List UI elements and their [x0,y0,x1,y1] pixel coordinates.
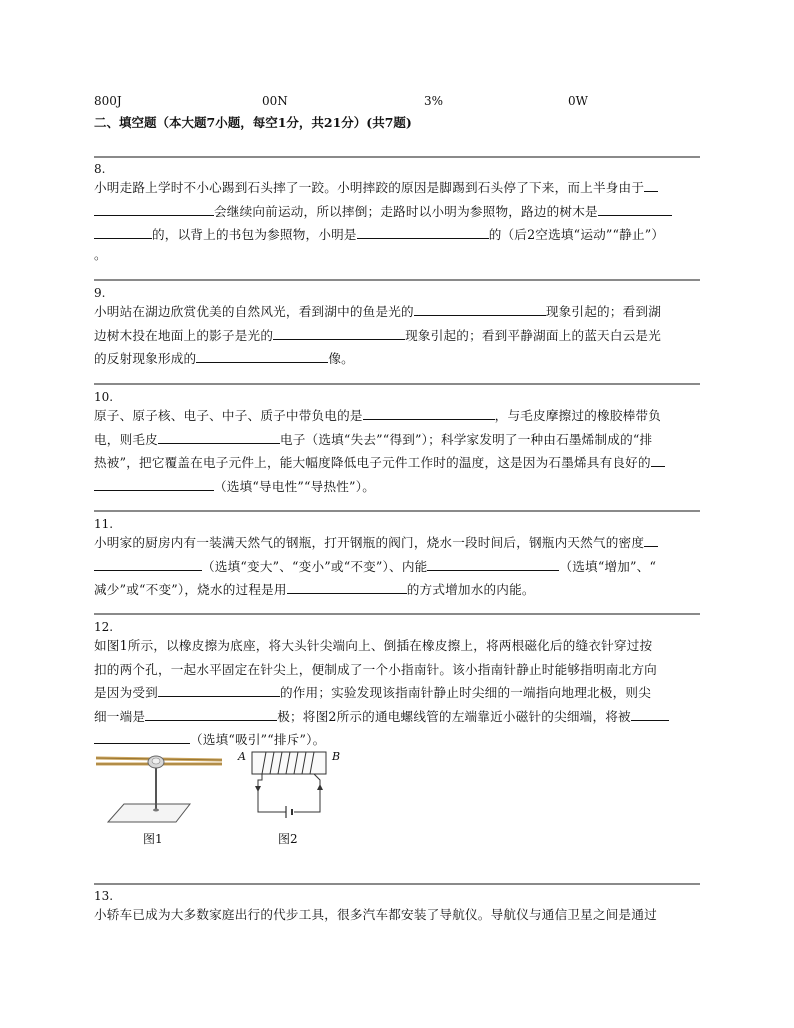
compass-needle-illustration [94,744,224,824]
divider [94,883,700,885]
text-line: （选填“吸引”“排斥”）。 [190,732,326,747]
text-line: 电子（选填“失去”“得到”）；科学家发明了一种由石墨烯制成的“排 [279,431,653,447]
text-line: 极；将图2所示的通电螺线管的左端靠近小磁针的尖细端，将被 [277,708,631,724]
section-title: 二、填空题（本大题7小题，每空1分，共21分）(共7题) [94,115,412,130]
divider [94,279,700,281]
figure-1-caption: 图1 [143,832,163,846]
option-c: 3% [424,94,444,108]
text-line: 如图1所示，以橡皮擦为底座，将大头针尖端向上、倒插在橡皮擦上，将两根磁化后的缝衣针穿过按 [94,638,653,653]
answer-blank[interactable] [651,451,665,467]
text-line: 电，则毛皮 [94,431,158,447]
solenoid-illustration [234,748,346,820]
question-8-text [94,176,700,263]
text-line: 是因为受到 [94,685,158,700]
answer-blank[interactable] [598,200,672,216]
text-line: 小明站在湖边欣赏优美的自然风光，看到湖中的鱼是光的 [94,304,414,319]
text-line: 现象引起的；看到湖 [545,304,661,319]
options-row [94,94,714,110]
end-label-b: B [332,750,341,763]
question-number: 9. [94,286,106,300]
text-line: 小明走路上学时不小心踢到石头摔了一跤。小明摔跤的原因是脚踢到石头停了下来，而上半身由于 [94,180,645,195]
text-line: 小明家的厨房内有一装满天然气的钢瓶，打开钢瓶的阀门，烧水一段时间后，钢瓶内天然气的密度 [94,535,645,550]
figure-1-compass [94,744,224,827]
text-line: 会继续向前运动，所以摔倒；走路时以小明为参照物，路边的树木是 [214,203,598,219]
answer-blank[interactable] [94,555,202,571]
answer-blank[interactable] [158,681,280,697]
divider [94,510,700,512]
answer-blank[interactable] [414,300,546,316]
question-13-text [94,903,700,927]
answer-blank[interactable] [363,404,495,420]
text-line: 像。 [328,351,354,366]
question-number: 8. [94,162,106,176]
answer-blank[interactable] [644,176,658,192]
text-line: （选填“变大”、“变小”或“不变”）、内能 [202,558,428,574]
text-line: ，与毛皮摩擦过的橡胶棒带负 [494,408,661,423]
text-line: 细一端是 [94,708,146,724]
question-11-text [94,531,700,602]
text-line: 小轿车已成为大多数家庭出行的代步工具，很多汽车都安装了导航仪。导航仪与通信卫星之间是通过 [94,907,657,922]
question-number: 10. [94,390,114,404]
text-line: 。 [94,246,107,262]
text-line: 边树木投在地面上的影子是光的 [94,327,274,343]
question-9-text [94,300,700,371]
answer-blank[interactable] [158,428,280,444]
text-line: 热被”，把它覆盖在电子元件上，能大幅度降低电子元件工作时的温度，这是因为石墨烯具有良好的 [94,455,651,470]
figure-2-caption: 图2 [278,832,298,846]
answer-blank[interactable] [94,475,214,491]
answer-blank[interactable] [145,705,277,721]
answer-blank[interactable] [94,728,190,744]
text-line: 的（后2空选填“运动”“静止”） [488,227,665,242]
text-line: 的方式增加水的内能。 [406,582,535,597]
option-b: 00N [262,94,288,108]
answer-blank[interactable] [287,578,407,594]
question-10-text [94,404,700,498]
divider [94,383,700,385]
answer-blank[interactable] [196,347,328,363]
text-line: 现象引起的；看到平静湖面上的蓝天白云是光 [405,327,661,343]
text-line: （选填“增加”、“ [559,558,657,574]
figure-2-solenoid [234,748,346,823]
answer-blank[interactable] [644,531,658,547]
text-line: 扣的两个孔，一起水平固定在针尖上，便制成了一个小指南针。该小指南针静止时能够指明南北方向 [94,661,657,677]
answer-blank[interactable] [357,223,489,239]
text-line: 的，以背上的书包为参照物，小明是 [152,227,357,242]
answer-blank[interactable] [94,200,214,216]
question-number: 12. [94,620,114,634]
text-line: 原子、原子核、电子、中子、质子中带负电的是 [94,408,363,423]
answer-blank[interactable] [94,223,152,239]
answer-blank[interactable] [273,324,405,340]
text-line: 减少”或“不变”），烧水的过程是用 [94,582,287,597]
text-line: 的反射现象形成的 [94,351,197,366]
question-number: 11. [94,517,114,531]
divider [94,156,700,158]
answer-blank[interactable] [427,555,559,571]
question-number: 13. [94,889,114,903]
answer-blank[interactable] [631,705,669,721]
end-label-a: A [238,750,246,763]
option-a: 800J [94,94,122,108]
text-line: （选填“导电性”“导热性”）。 [214,478,375,494]
option-d: 0W [568,94,588,108]
text-line: 的作用；实验发现该指南针静止时尖细的一端指向地理北极，则尖 [279,685,651,700]
divider [94,613,700,615]
question-12-text [94,634,700,752]
